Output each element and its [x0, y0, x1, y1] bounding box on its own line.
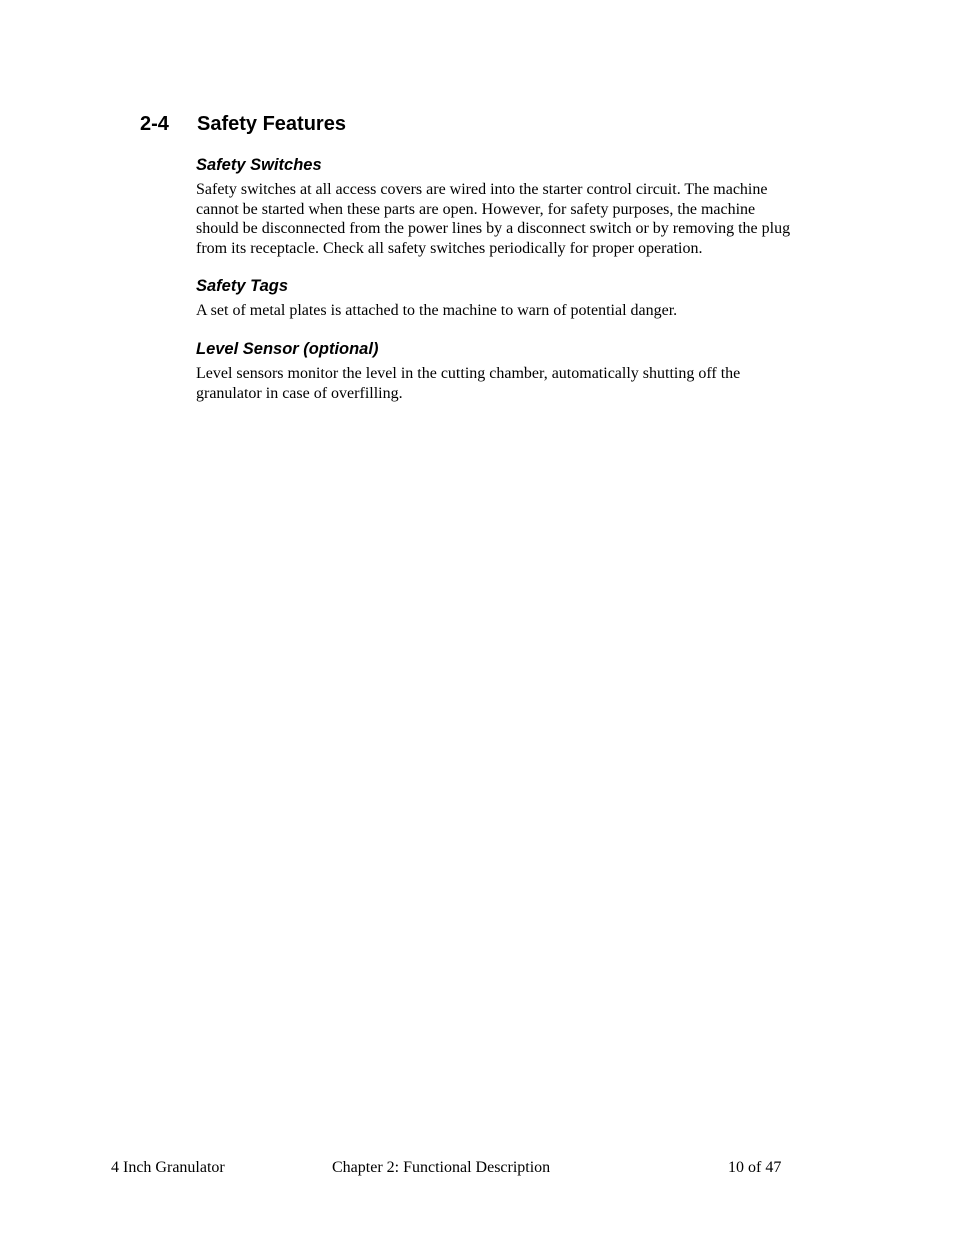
section-number: 2-4 — [140, 113, 169, 135]
footer-chapter-title: Chapter 2: Functional Description — [332, 1159, 551, 1176]
subsection-level-sensor — [196, 339, 841, 403]
subsection-title: Level Sensor (optional) — [196, 339, 379, 358]
text-line: should be disconnected from the power lines by a disconnect switch or by removing the plug — [196, 220, 791, 238]
section-content — [196, 155, 841, 421]
footer-document-title: 4 Inch Granulator — [111, 1159, 225, 1176]
paragraph — [196, 180, 841, 258]
section-title: Safety Features — [197, 113, 346, 135]
footer-page-number: 10 of 47 — [728, 1159, 782, 1176]
section-heading — [140, 112, 346, 136]
paragraph — [196, 364, 841, 403]
subsection-title: Safety Switches — [196, 156, 322, 174]
text-line: granulator in case of overfilling. — [196, 384, 403, 402]
subsection-title: Safety Tags — [196, 277, 289, 296]
text-line: Level sensors monitor the level in the cutting chamber, automatically shutting off the — [196, 364, 741, 382]
text-line: A set of metal plates is attached to the machine to warn of potential danger. — [196, 302, 678, 320]
subsection-safety-switches — [196, 155, 841, 258]
paragraph — [196, 301, 841, 321]
text-line: Safety switches at all access covers are wired into the starter control circuit. The machine — [196, 181, 768, 198]
subsection-safety-tags — [196, 276, 841, 321]
text-line: from its receptacle. Check all safety switches periodically for proper operation. — [196, 239, 703, 257]
text-line: cannot be started when these parts are open. However, for safety purposes, the machine — [196, 200, 756, 218]
